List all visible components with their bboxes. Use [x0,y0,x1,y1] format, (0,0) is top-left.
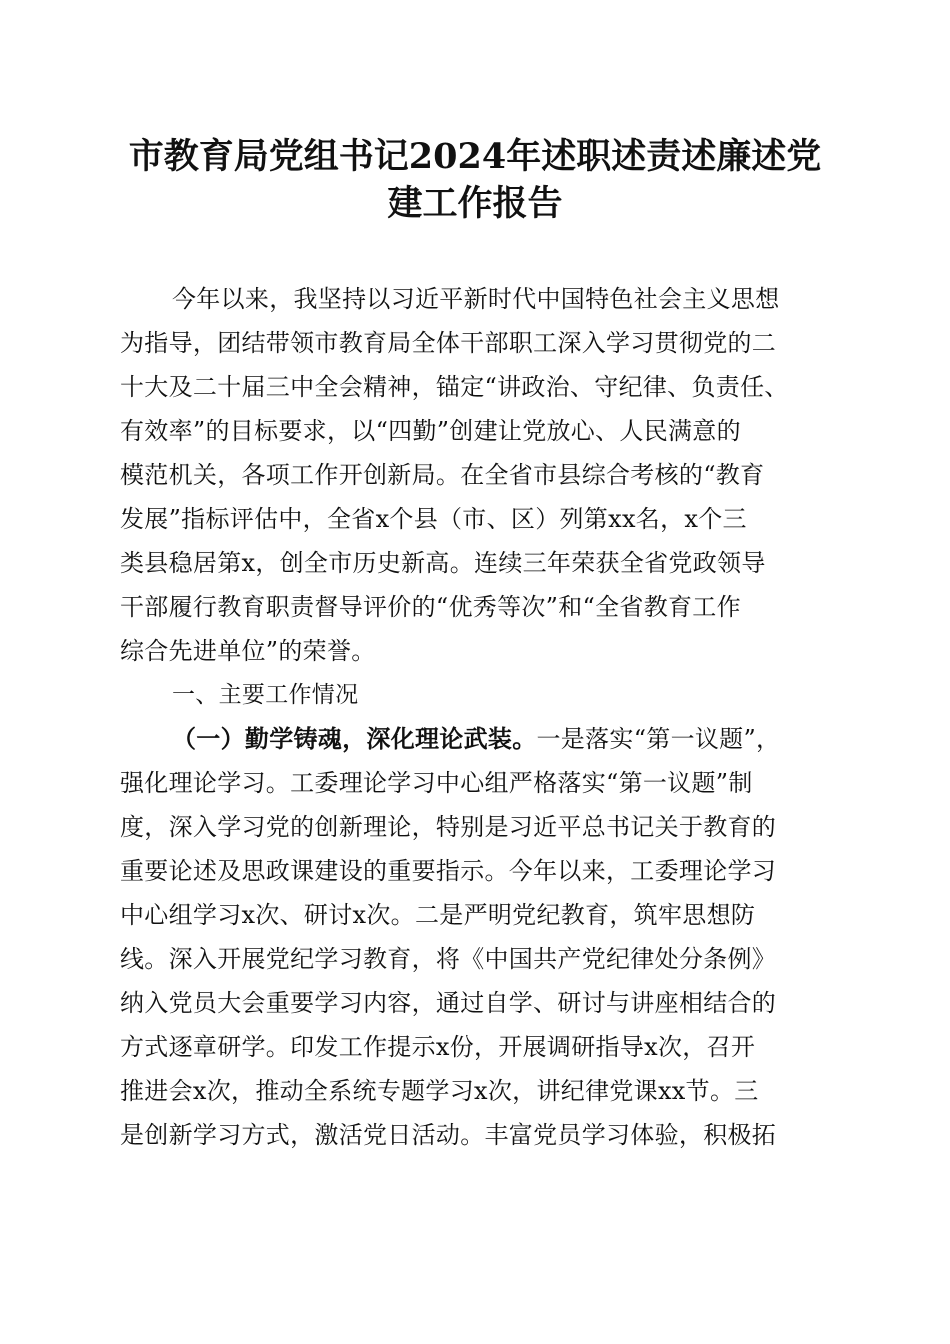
title-line-2: 建工作报告 [387,183,563,224]
paragraph-line: 为指导，团结带领市教育局全体干部职工深入学习贯彻党的二 [120,329,777,357]
paragraph-line: 推进会x次，推动全系统专题学习x次，讲纪律党课xx节。三 [120,1077,759,1105]
document-title [120,133,830,227]
paragraph-line: 线。深入开展党纪学习教育，将《中国共产党纪律处分条例》 [120,945,777,973]
paragraph-line: 是创新学习方式，激活党日活动。丰富党员学习体验，积极拓 [120,1121,777,1149]
paragraph-line: 综合先进单位”的荣誉。 [120,637,376,665]
paragraph-line: 发展”指标评估中，全省x个县（市、区）列第xx名，x个三 [120,505,747,533]
subsection-heading: （一）勤学铸魂，深化理论武装。 [172,724,537,753]
subsection-first-line [120,717,832,761]
paragraph-line: 方式逐章研学。印发工作提示x份，开展调研指导x次，召开 [120,1033,756,1061]
document-body [120,277,832,1157]
paragraph-line: 十大及二十届三中全会精神，锚定“讲政治、守纪律、负责任、 [120,373,789,401]
paragraph-line: 类县稳居第x，创全市历史新高。连续三年荣获全省党政领导 [120,549,766,577]
paragraph-line: 模范机关，各项工作开创新局。在全省市县综合考核的“教育 [120,461,765,489]
paragraph-line: 重要论述及思政课建设的重要指示。今年以来，工委理论学习 [120,857,777,885]
paragraph-line: 度，深入学习党的创新理论，特别是习近平总书记关于教育的 [120,813,777,841]
paragraph-line: 干部履行教育职责督导评价的“优秀等次”和“全省教育工作 [120,593,741,621]
title-line-1: 市教育局党组书记2024年述职述责述廉述党 [128,136,822,177]
subsection-first-line-rest: 一是落实“第一议题”， [536,725,781,753]
paragraph-line: 中心组学习x次、研讨x次。二是严明党纪教育，筑牢思想防 [120,901,756,929]
paragraph-line: 有效率”的目标要求，以“四勤”创建让党放心、人民满意的 [120,417,741,445]
paragraph-line: 今年以来，我坚持以习近平新时代中国特色社会主义思想 [172,285,780,313]
section-heading: 一、主要工作情况 [172,682,359,708]
paragraph-line: 纳入党员大会重要学习内容，通过自学、研讨与讲座相结合的 [120,989,777,1017]
paragraph-line: 强化理论学习。工委理论学习中心组严格落实“第一议题”制 [120,769,753,797]
